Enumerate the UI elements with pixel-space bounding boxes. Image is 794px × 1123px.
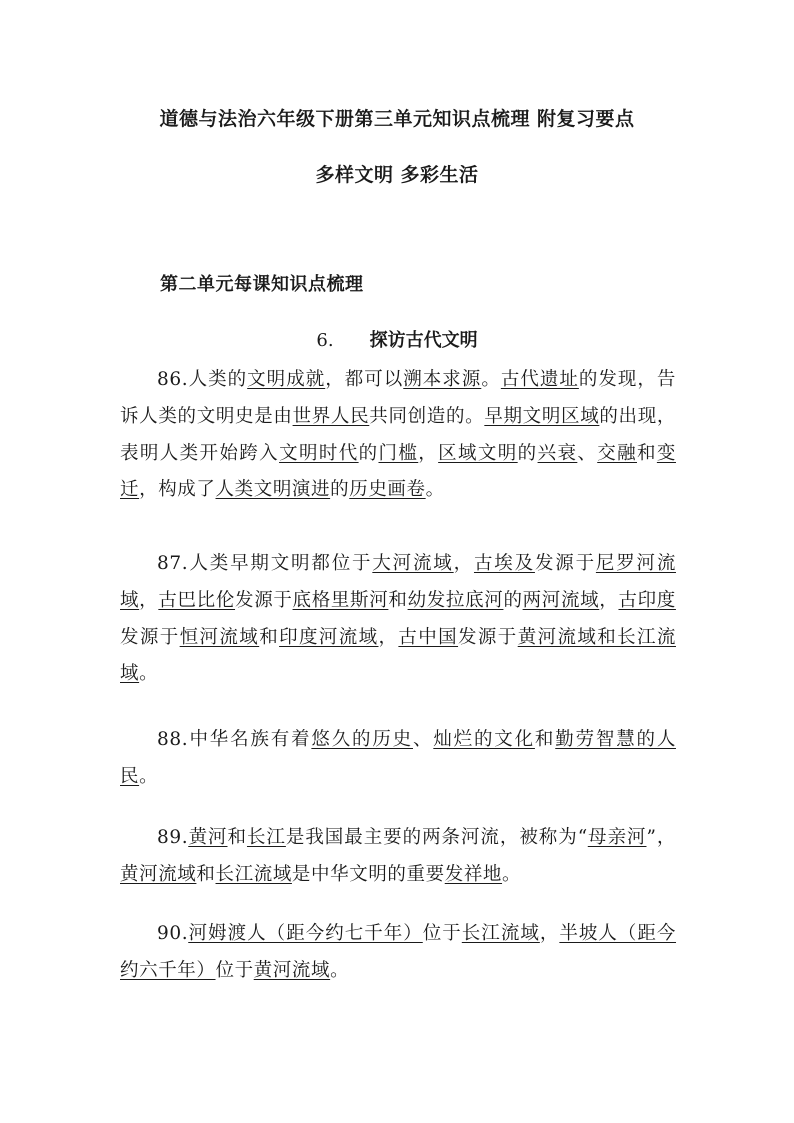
text-segment: 。 [425,479,445,501]
text-segment: 发源于 [458,626,518,648]
paragraph-89 [120,820,676,894]
text-segment: ”， [646,827,676,848]
text-segment: 和 [196,863,216,885]
text-segment: 发源于 [235,589,293,611]
key-term: 长江流域 [215,863,292,885]
text-segment: ，构成了 [139,479,216,501]
key-term: 长江流域 [461,923,540,944]
key-term: 区域文明 [438,442,518,464]
key-term: 古中国 [398,626,459,648]
document-subtitle: 多样文明 多彩生活 [315,164,479,186]
text-segment: 。 [330,959,350,981]
text-segment: 、 [412,729,434,750]
paragraph-87 [120,546,676,693]
key-term: 古埃及 [473,553,535,574]
key-term: 历史画卷 [349,479,426,501]
key-term: 古巴比伦 [158,589,236,611]
text-segment: 88.中华名族有着 [157,729,312,750]
key-term: 发祥地 [444,863,503,885]
text-segment: ， [418,442,439,464]
key-term: 灿烂的文化 [433,729,535,750]
key-term: 门槛 [378,442,419,464]
key-term: 半坡人（距今约六千年） [120,923,677,981]
key-term: 勤劳智慧的人民 [120,729,676,787]
key-term: 恒河流域 [179,626,260,648]
text-segment: ， [453,553,474,574]
text-segment: 。 [502,863,522,885]
key-term: 黄河 [188,827,228,848]
key-term: 黄河流域和长江流域 [120,626,676,685]
key-term: 人类文明演进 [215,479,331,501]
text-segment: 90. [157,923,189,944]
text-segment: 发源于 [534,553,596,574]
text-segment: 是我国最主要的两条河流，被称为“ [285,827,588,848]
text-segment: ， [539,923,560,944]
text-segment: 的 [517,442,538,464]
text-segment: 发源于 [120,626,180,648]
text-segment: 87.人类早期文明都位于 [157,553,373,574]
text-segment: 。 [139,663,159,685]
text-segment: 86.人类的 [157,369,248,390]
paragraph-86 [120,362,676,509]
text-segment: 的发现，告诉人类的文明史是由 [120,369,677,427]
key-term: 长江 [246,827,286,848]
text-segment: ，都可以 [325,369,404,390]
paragraph-90 [120,916,676,990]
key-term: 文明时代 [279,442,359,464]
text-segment: ， [599,589,619,611]
key-term: 尼罗河流域 [120,553,676,611]
text-segment: 位于 [422,923,462,944]
text-segment: 和 [388,589,408,611]
key-term: 母亲河 [587,827,647,848]
key-term: 文明成就 [247,369,326,390]
key-term: 黄河流域 [120,863,197,885]
text-segment: 和 [636,442,657,464]
key-term: 黄河流域 [253,959,331,981]
lesson-title: 探访古代文明 [369,330,478,351]
text-segment: ， [378,626,399,648]
key-term: 古印度 [618,589,676,611]
text-segment: 89. [157,827,189,848]
key-term: 古代遗址 [500,369,579,390]
text-segment: 的 [503,589,523,611]
unit-heading: 第二单元每课知识点梳理 [160,274,364,295]
text-segment: 和 [259,626,280,648]
text-segment: 的 [330,479,350,501]
key-term: 交融 [597,442,637,464]
text-segment: 和 [227,827,247,848]
key-term: 两河流域 [522,589,600,611]
text-segment: 、 [577,442,598,464]
text-segment: 的 [358,442,379,464]
key-term: 底格里斯河 [292,589,389,611]
lesson-heading [0,326,794,352]
text-segment: 和 [534,729,556,750]
document-title: 道德与法治六年级下册第三单元知识点梳理 附复习要点 [159,108,635,130]
key-term: 印度河流域 [279,626,379,648]
text-segment: 是中华文明的重要 [291,863,445,885]
lesson-number: 6. [316,330,334,351]
key-term: 变迁 [120,442,676,501]
key-term: 兴衰 [537,442,578,464]
text-segment: 位于 [215,959,254,981]
key-term: 溯本求源 [403,369,482,390]
key-term: 大河流域 [372,553,454,574]
paragraph-88 [120,722,676,796]
text-segment: 的出现，表明人类开始跨入 [120,405,676,464]
text-segment: 共同创造的。 [369,405,485,427]
text-segment: 。 [139,765,159,787]
text-segment: ， [139,589,159,611]
key-term: 早期文明区域 [484,405,600,427]
key-term: 幼发拉底河 [407,589,504,611]
key-term: 世界人民 [292,405,370,427]
text-segment: 。 [481,369,501,390]
key-term: 悠久的历史 [311,729,413,750]
key-term: 河姆渡人（距今约七千年） [188,923,423,944]
